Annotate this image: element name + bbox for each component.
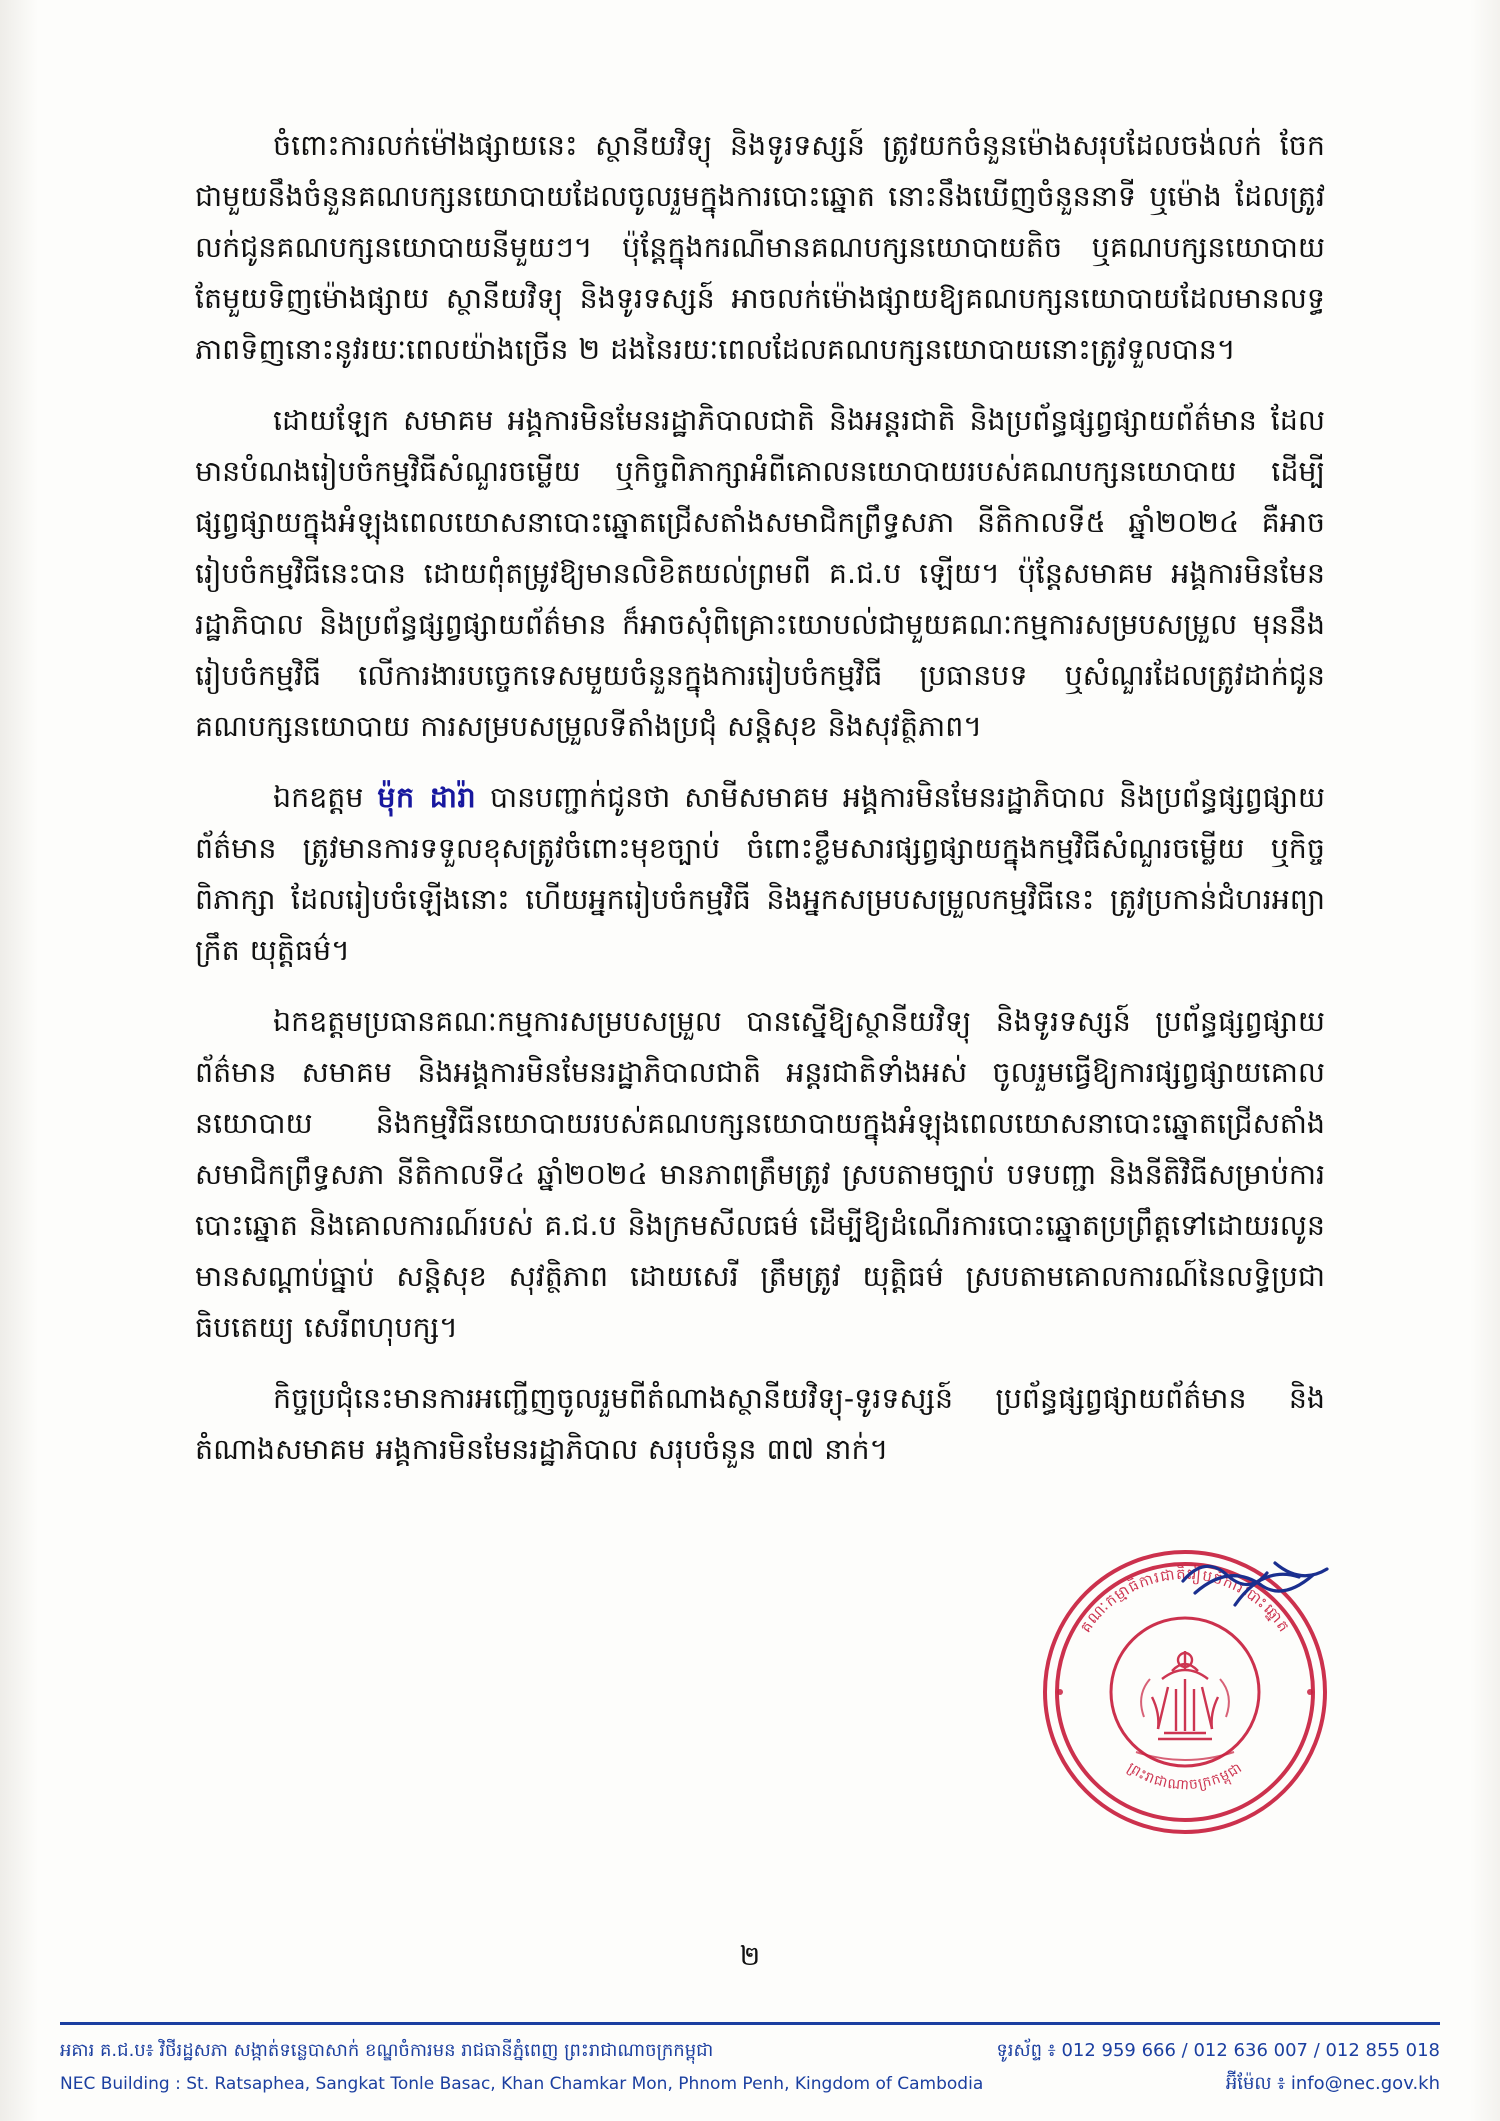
paragraph-2: ដោយឡែក សមាគម អង្គការមិនមែនរដ្ឋាភិបាលជាតិ និងអន្តរជាតិ និងប្រព័ន្ធផ្សព្វផ្សាយព័ត៌មាន ដែលមានបំណងរៀបចំកម្មវិធីសំណួរចម្លើយ ឬកិច្ចពិភាក្សាអំពីគោលនយោបាយរបស់គណបក្សនយោបាយ ដើម្បីផ្សព្វផ្សាយក្នុងអំឡុងពេលយោសនាបោះឆ្នោតជ្រើសតាំងសមាជិកព្រឹទ្ធសភា នីតិកាលទី៥ ឆ្នាំ២០២៤ គឺអាចរៀបចំកម្មវិធីនេះបាន ដោយពុំតម្រូវឱ្យមានលិខិតយល់ព្រមពី គ.ជ.ប ឡើយ។ ប៉ុន្តែសមាគម អង្គការមិនមែនរដ្ឋាភិបាល និងប្រព័ន្ធផ្សព្វផ្សាយព័ត៌មាន ក៏អាចសំុពិគ្រោះយោបល់ជាមួយគណៈកម្មការសម្របសម្រួល មុននឹងរៀបចំកម្មវិធី លើការងារបច្ចេកទេសមួយចំនួនក្នុងការរៀបចំកម្មវិធី ប្រធានបទ ឬសំណួរដែលត្រូវដាក់ជូនគណបក្សនយោបាយ ការសម្របសម្រួលទីតាំងប្រជុំ សន្តិសុខ និងសុវត្ថិភាព។ [195, 404, 1325, 743]
footer-phone-label: ទូរស័ព្ទ ៖ [996, 2040, 1056, 2061]
signature-mark [1175, 1535, 1345, 1625]
footer-divider [60, 2022, 1440, 2025]
footer-email [1196, 2067, 1440, 2100]
footer-email-value[interactable]: info@nec.gov.kh [1290, 2073, 1440, 2094]
document-body [195, 120, 1325, 1475]
footer-address-kh: អគារ គ.ជ.ប៖ វិថីរដ្ឋសភា សង្កាត់ទន្លេបាសាក់ ខណ្ឌចំការមន រាជធានីភ្នំពេញ ព្រះរាជាណាចក្រកម្ពុជា [60, 2040, 714, 2061]
footer-email-label: អ៊ីម៉ែល ៖ [1225, 2073, 1286, 2094]
paragraph-3-text: ឯកឧត្តម ម៉ុក ដារ៉ា បានបញ្ជាក់ជូនថា សាមីសមាគម អង្គការមិនមែនរដ្ឋាភិបាល និងប្រព័ន្ធផ្សព្វផ្សាយព័ត៌មាន ត្រូវមានការទទួលខុសត្រូវចំពោះមុខច្បាប់ ចំពោះខ្លឹមសារផ្សព្វផ្សាយក្នុងកម្មវិធីសំណួរចម្លើយ ឬកិច្ចពិភាក្សា ដែលរៀបចំឡើងនោះ ហើយអ្នករៀបចំកម្មវិធី និងអ្នកសម្របសម្រួលកម្មវិធីនេះ ត្រូវប្រកាន់ជំហរអព្យាក្រឹត យុត្តិធម៌។ [195, 781, 1326, 967]
footer-address-en: NEC Building : St. Ratsaphea, Sangkat Tonle Basac, Khan Chamkar Mon, Phnom Penh, Kingdom of Cambodia [60, 2074, 984, 2094]
page-number: ២ [739, 1941, 761, 1972]
paragraph-5: កិច្ចប្រជុំនេះមានការអញ្ជើញចូលរួមពីតំណាងស្ថានីយវិទ្យុ-ទូរទស្សន៍ ប្រព័ន្ធផ្សព្វផ្សាយព័ត៌មាន និងតំណាងសមាគម អង្គការមិនមែនរដ្ឋាភិបាល សរុបចំនួន ៣៧ នាក់។ [195, 1382, 1325, 1466]
footer-phone-value: 012 959 666 / 012 636 007 / 012 855 018 [1061, 2040, 1440, 2061]
official-stamp-icon [1040, 1547, 1330, 1837]
paragraph-1: ចំពោះការលក់ម៉ៅងផ្សាយនេះ ស្ថានីយវិទ្យុ និងទូរទស្សន៍ ត្រូវយកចំនួនម៉ោងសរុបដែលចង់លក់ ចែកជាមួយនឹងចំនួនគណបក្សនយោបាយដែលចូលរួមក្នុងការបោះឆ្នោត នោះនឹងឃើញចំនួននាទី ឬម៉ោង ដែលត្រូវលក់ជូនគណបក្សនយោបាយនីមួយៗ។ ប៉ុន្តែក្នុងករណីមានគណបក្សនយោបាយតិច ឬគណបក្សនយោបាយតែមួយទិញម៉ោងផ្សាយ ស្ថានីយវិទ្យុ និងទូរទស្សន៍ អាចលក់ម៉ោងផ្សាយឱ្យគណបក្សនយោបាយដែលមានលទ្ធភាពទិញនោះនូវរយៈពេលយ៉ាងច្រើន ២ ដងនៃរយៈពេលដែលគណបក្សនយោបាយនោះត្រូវទួលបាន។ [195, 129, 1325, 366]
paragraph-3 [195, 772, 1325, 976]
paragraph-4: ឯកឧត្តមប្រធានគណៈកម្មការសម្របសម្រួល បានស្នើឱ្យស្ថានីយវិទ្យុ និងទូរទស្សន៍ ប្រព័ន្ធផ្សព្វផ្សាយព័ត៌មាន សមាគម និងអង្គការមិនមែនរដ្ឋាភិបាលជាតិ អន្តរជាតិទាំងអស់ ចូលរួមធ្វើឱ្យការផ្សព្វផ្សាយគោលនយោបាយ និងកម្មវិធីនយោបាយរបស់គណបក្សនយោបាយក្នុងអំឡុងពេលយោសនាបោះឆ្នោតជ្រើសតាំងសមាជិកព្រឹទ្ធសភា នីតិកាលទី៤ ឆ្នាំ២០២៤ មានភាពត្រឹមត្រូវ ស្របតាមច្បាប់ បទបញ្ជា និងនីតិវិធីសម្រាប់ការបោះឆ្នោត និងគោលការណ៍របស់ គ.ជ.ប និងក្រមសីលធម៌ ដើម្បីឱ្យដំណើរការបោះឆ្នោតប្រព្រឹត្តទៅដោយរលូន មានសណ្ដាប់ធ្នាប់ សន្តិសុខ សុវត្ថិភាព ដោយសេរី ត្រឹមត្រូវ យុត្តិធម៌ ស្របតាមគោលការណ៍នៃលទ្ធិប្រជាធិបតេយ្យ សេរីពហុបក្ស។ [195, 1005, 1325, 1344]
page-footer [60, 2034, 1440, 2101]
footer-phone [966, 2034, 1440, 2067]
svg-text:គណៈកម្មាធិការជាតិរៀបចំការបោះឆ្: គណៈកម្មាធិការជាតិរៀបចំការបោះឆ្នោត [1076, 1564, 1294, 1636]
svg-text:ព្រះរាជាណាចក្រកម្ពុជា: ព្រះរាជាណាចក្រកម្ពុជា [1124, 1759, 1246, 1794]
highlighted-person-name: ម៉ុក ដារ៉ា [377, 781, 477, 814]
